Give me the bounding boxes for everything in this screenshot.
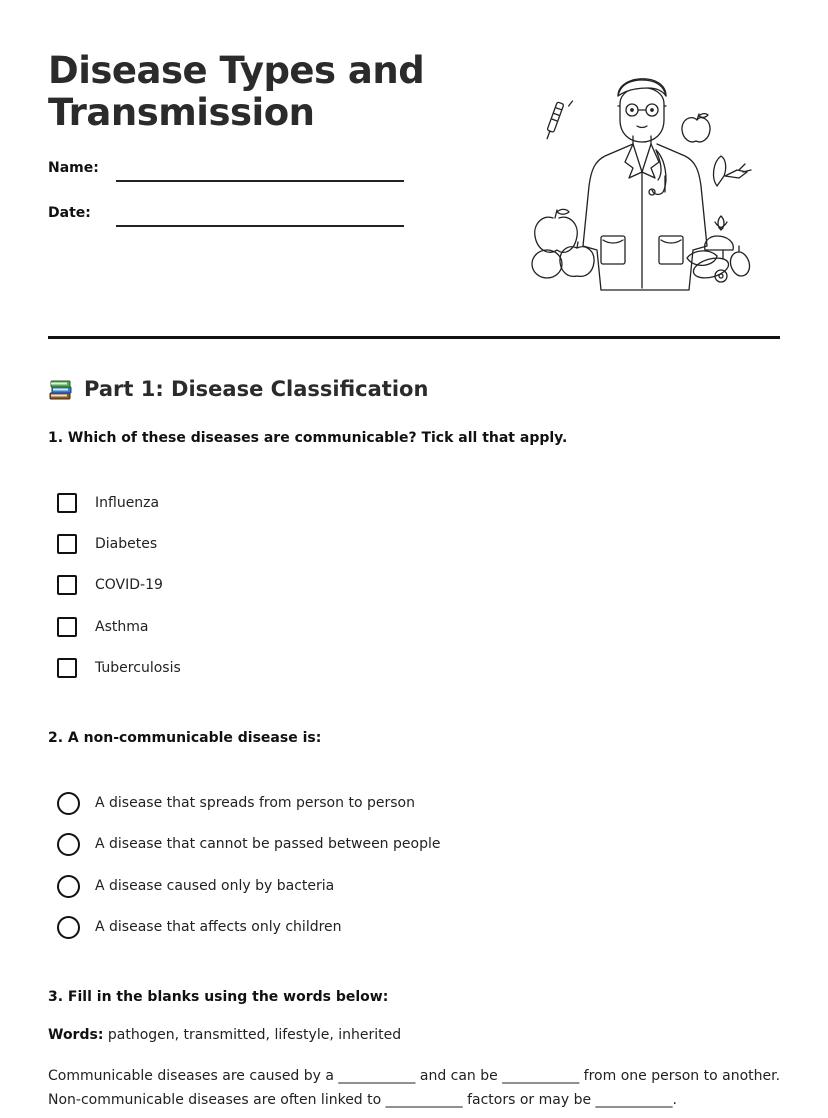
books-icon <box>48 376 74 402</box>
option-label: Asthma <box>95 619 149 635</box>
word-bank-label: Words: <box>48 1027 104 1043</box>
date-field[interactable] <box>116 225 404 227</box>
q2-option-a[interactable] <box>57 791 415 815</box>
part1-heading <box>48 374 428 404</box>
option-label: Tuberculosis <box>95 660 181 676</box>
radio-button[interactable] <box>57 792 80 815</box>
fruit-pile-left-icon <box>532 209 594 278</box>
radio-button[interactable] <box>57 833 80 856</box>
checkbox[interactable] <box>57 617 77 637</box>
q1-option-diabetes[interactable] <box>57 532 157 556</box>
q1-option-tuberculosis[interactable] <box>57 656 181 680</box>
radio-button[interactable] <box>57 875 80 898</box>
doctor-head <box>618 79 666 144</box>
fill-blank-sentence-2: Non-communicable diseases are often linked to ___________ factors or may be ___________. <box>48 1092 677 1108</box>
question-3: 3. Fill in the blanks using the words below: <box>48 989 389 1005</box>
checkbox[interactable] <box>57 534 77 554</box>
radio-button[interactable] <box>57 916 80 939</box>
option-label: Influenza <box>95 495 160 511</box>
question-1: 1. Which of these diseases are communicable? Tick all that apply. <box>48 430 568 446</box>
q2-option-b[interactable] <box>57 832 440 856</box>
word-bank-words: pathogen, transmitted, lifestyle, inherited <box>107 1027 402 1043</box>
q1-option-asthma[interactable] <box>57 615 148 639</box>
option-label: A disease caused only by bacteria <box>95 878 335 894</box>
q1-option-covid19[interactable] <box>57 573 163 597</box>
apple-icon <box>682 114 710 142</box>
page-title: Disease Types and Transmission <box>48 49 425 134</box>
doctor-coat <box>583 144 707 290</box>
q2-option-d[interactable] <box>57 915 342 939</box>
option-label: A disease that spreads from person to person <box>95 795 415 811</box>
q1-option-influenza[interactable] <box>57 491 159 515</box>
name-label: Name: <box>48 160 99 176</box>
fill-blank-sentence-1: Communicable diseases are caused by a ___________ and can be ___________ from one person to another. <box>48 1068 781 1084</box>
option-label: A disease that affects only children <box>95 919 342 935</box>
carrot-icon <box>714 156 751 186</box>
question-2: 2. A non-communicable disease is: <box>48 730 322 746</box>
doctor-illustration <box>525 66 757 294</box>
name-field[interactable] <box>116 180 404 182</box>
option-label: Diabetes <box>95 536 158 552</box>
checkbox[interactable] <box>57 575 77 595</box>
option-label: COVID-19 <box>95 577 163 593</box>
section-divider <box>48 336 780 339</box>
part1-heading-text: Part 1: Disease Classification <box>84 377 429 401</box>
checkbox[interactable] <box>57 493 77 513</box>
syringe-icon <box>547 100 572 138</box>
date-label: Date: <box>48 205 91 221</box>
checkbox[interactable] <box>57 658 77 678</box>
word-bank <box>48 1027 401 1043</box>
option-label: A disease that cannot be passed between people <box>95 836 441 852</box>
q2-option-c[interactable] <box>57 874 334 898</box>
